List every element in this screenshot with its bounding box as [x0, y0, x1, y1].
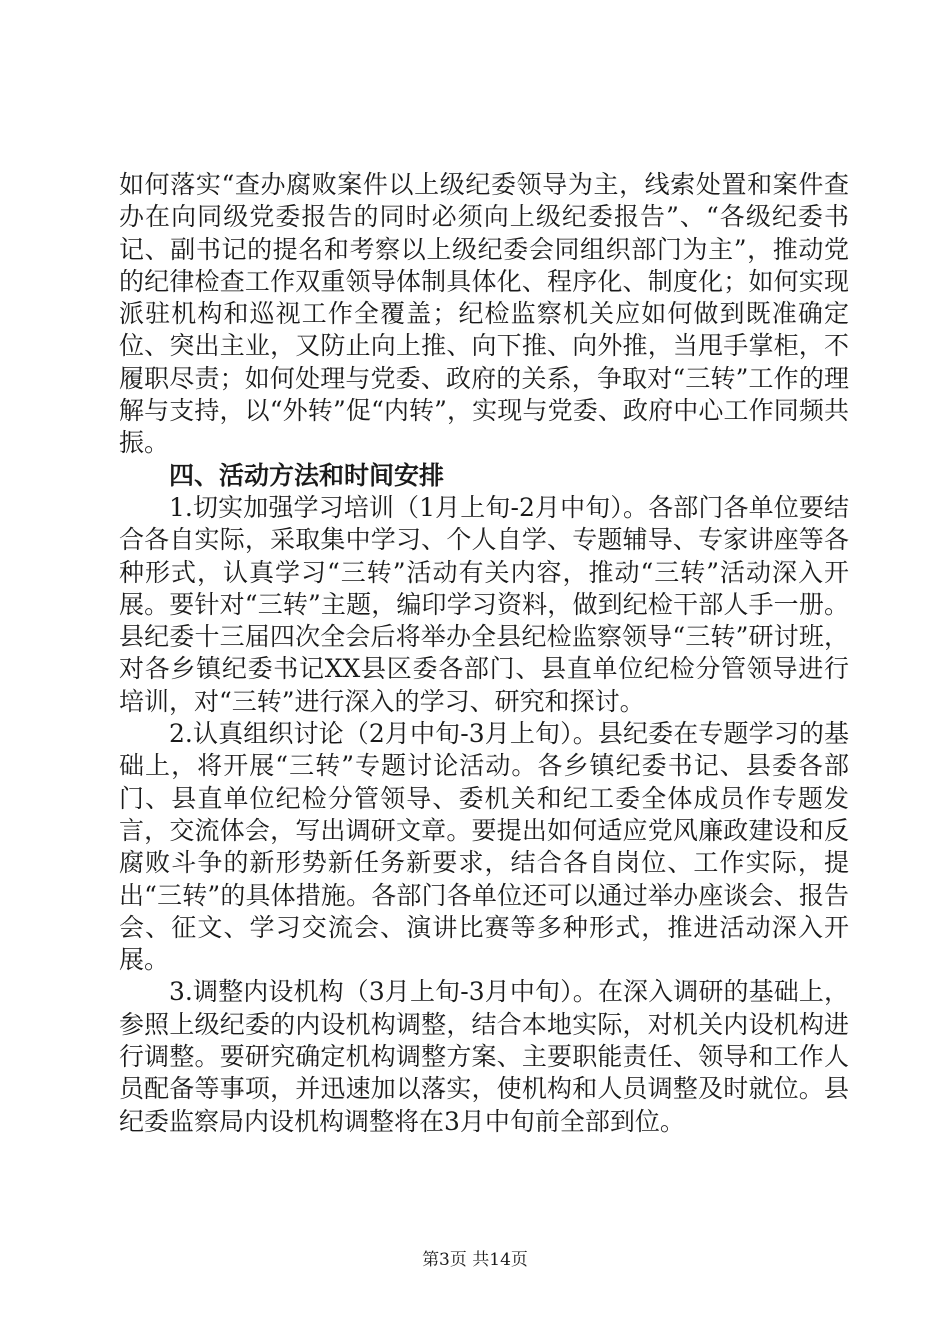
paragraph-study-training: 1.切实加强学习培训（1月上旬-2月中旬）。各部门各单位要结合各自实际，采取集中学习、个人自学、专题辅导、专家讲座等各种形式，认真学习“三转”活动有关内容，推动“三转”活动深入开展。要针对“三转”主题，编印学习资料，做到纪检干部人手一册。县纪委十三届四次全会后将举办全县纪检监察领导“三转”研讨班，对各乡镇纪委书记XX县区委各部门、县直单位纪检分管领导进行培训，对“三转”进行深入的学习、研究和探讨。 — [119, 492, 849, 716]
document-body — [119, 169, 849, 1138]
page-footer: 第3页 共14页 — [422, 1250, 528, 1270]
paragraph-continuation: 如何落实“查办腐败案件以上级纪委领导为主，线索处置和案件查办在向同级党委报告的同时必须向上级纪委报告”、“各级纪委书记、副书记的提名和考察以上级纪委会同组织部门为主”，推动党的纪律检查工作双重领导体制具体化、程序化、制度化；如何实现派驻机构和巡视工作全覆盖；纪检监察机关应如何做到既准确定位、突出主业，又防止向上推、向下推、向外推，当甩手掌柜，不履职尽责；如何处理与党委、政府的关系，争取对“三转”工作的理解与支持，以“外转”促“内转”，实现与党委、政府中心工作同频共振。 — [119, 170, 849, 458]
section-heading: 四、活动方法和时间安排 — [169, 460, 445, 490]
paragraph-discussion: 2.认真组织讨论（2月中旬-3月上旬）。县纪委在专题学习的基础上，将开展“三转”专题讨论活动。各乡镇纪委书记、县委各部门、县直单位纪检分管领导、委机关和纪工委全体成员作专题发言，交流体会，写出调研文章。要提出如何适应党风廉政建设和反腐败斗争的新形势新任务新要求，结合各自岗位、工作实际，提出“三转”的具体措施。各部门各单位还可以通过举办座谈会、报告会、征文、学习交流会、演讲比赛等多种形式，推进活动深入开展。 — [119, 719, 849, 975]
paragraph-restructure: 3.调整内设机构（3月上旬-3月中旬）。在深入调研的基础上，参照上级纪委的内设机构调整，结合本地实际，对机关内设机构进行调整。要研究确定机构调整方案、主要职能责任、领导和工作人员配备等事项，并迅速加以落实，使机构和人员调整及时就位。县纪委监察局内设机构调整将在3月中旬前全部到位。 — [119, 977, 849, 1136]
